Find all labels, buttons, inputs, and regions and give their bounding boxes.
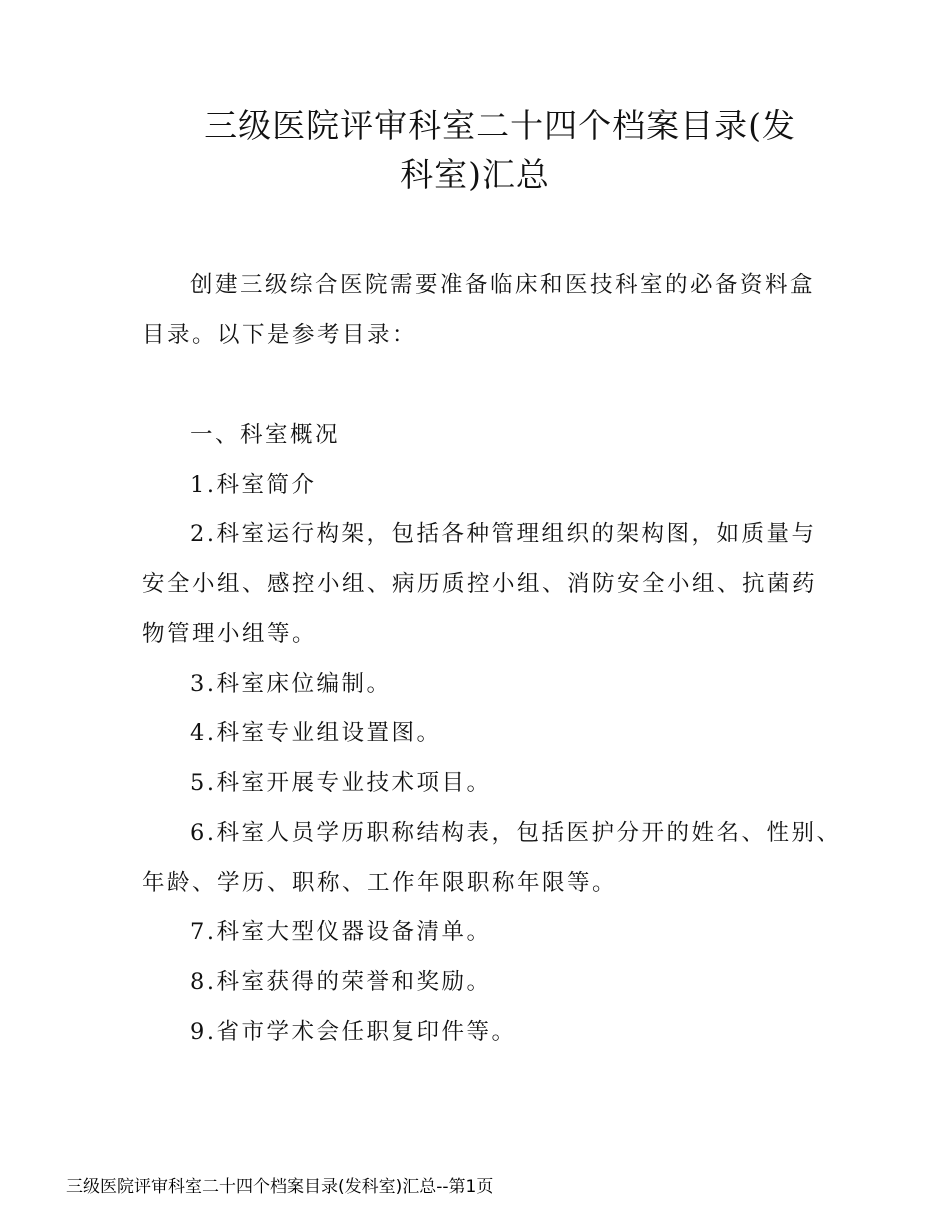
list-item-2-line-3: 物管理小组等。: [142, 621, 318, 647]
document-title-line-2: 科室)汇总: [400, 155, 550, 194]
intro-paragraph-line-1: 创建三级综合医院需要准备临床和医技科室的必备资料盒: [190, 272, 816, 298]
list-item-7: 7.科室大型仪器设备清单。: [190, 919, 492, 945]
list-item-8: 8.科室获得的荣誉和奖励。: [190, 969, 492, 995]
list-item-6-line-2: 年龄、学历、职称、工作年限职称年限等。: [142, 870, 618, 896]
list-item-9: 9.省市学术会任职复印件等。: [190, 1019, 517, 1045]
list-item-1: 1.科室简介: [190, 472, 317, 498]
list-item-2-line-2: 安全小组、感控小组、病历质控小组、消防安全小组、抗菌药: [142, 571, 818, 597]
page-footer: 三级医院评审科室二十四个档案目录(发科室)汇总--第1页: [66, 1177, 494, 1197]
section-heading: 一、科室概况: [190, 422, 341, 448]
document-title-line-1: 三级医院评审科室二十四个档案目录(发: [204, 106, 796, 145]
intro-paragraph-line-2: 目录。以下是参考目录：: [142, 322, 418, 348]
list-item-6-line-1: 6.科室人员学历职称结构表，包括医护分开的姓名、性别、: [190, 820, 842, 846]
list-item-2-line-1: 2.科室运行构架，包括各种管理组织的架构图，如质量与: [190, 521, 817, 547]
list-item-4: 4.科室专业组设置图。: [190, 720, 442, 746]
list-item-3: 3.科室床位编制。: [190, 671, 392, 697]
list-item-5: 5.科室开展专业技术项目。: [190, 770, 492, 796]
